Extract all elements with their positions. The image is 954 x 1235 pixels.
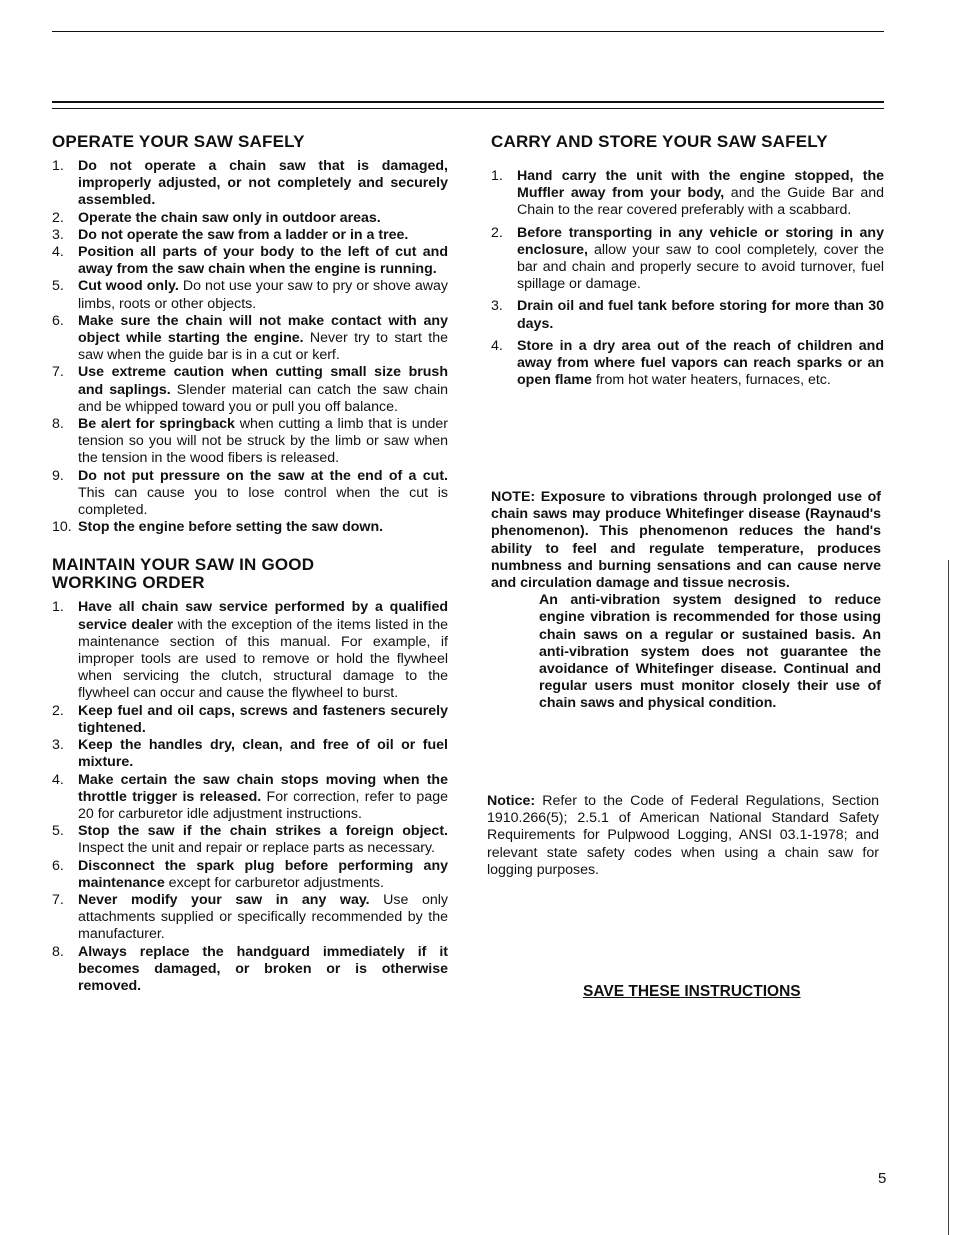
- list-item: 3. Drain oil and fuel tank before storing for more than 30 days.: [491, 298, 884, 332]
- header-rule-thin: [52, 108, 884, 109]
- list-item: 4. Make certain the saw chain stops moving when the throttle trigger is released. For correction, refer to page 20 for carburetor idle adjustment instructions.: [52, 771, 448, 822]
- header-rule-thick: [52, 101, 884, 103]
- vibration-note: [491, 489, 881, 713]
- list-item: 2. Keep fuel and oil caps, screws and fasteners securely tightened.: [52, 702, 448, 736]
- list-item: 1. Have all chain saw service performed by a qualified service dealer with the exception of the items listed in the maintenance section of this manual. For example, if improper tools are used to remove or hold the flywheel when servicing the clutch, structural damage to the flywheel can occur and cause the flywheel to burst.: [52, 599, 448, 702]
- list-item: 7. Use extreme caution when cutting small size brush and saplings. Slender material can catch the saw chain and be whipped toward you or pull you off balance.: [52, 364, 448, 415]
- left-column: [52, 133, 448, 995]
- regulations-notice: [487, 793, 879, 879]
- list-item: 1. Do not operate a chain saw that is damaged, improperly adjusted, or not completely and securely assembled.: [52, 158, 448, 209]
- save-instructions: SAVE THESE INSTRUCTIONS: [583, 983, 801, 1000]
- list-item: 5. Stop the saw if the chain strikes a foreign object. Inspect the unit and repair or replace parts as necessary.: [52, 823, 448, 857]
- list-item: 3. Keep the handles dry, clean, and free of oil or fuel mixture.: [52, 737, 448, 771]
- list-item: 5. Cut wood only. Do not use your saw to pry or shove away limbs, roots or other objects.: [52, 278, 448, 312]
- section-heading-maintain: MAINTAIN YOUR SAW IN GOOD WORKING ORDER: [52, 555, 315, 593]
- list-item: 8. Be alert for springback when cutting a limb that is under tension so you will not be struck by the limb or saw when the tension in the wood fibers is released.: [52, 416, 448, 467]
- note-label: NOTE:: [491, 489, 536, 505]
- note-paragraph-2: An anti-vibration system designed to reduce engine vibration is recommended for those using chain saws on a regular or sustained basis. An anti-vibration system does not guarantee the avoidance of Whitefinger disease. Continual and regular users must monitor closely their use of chain saws and physical condition.: [539, 592, 881, 712]
- page-number: 5: [878, 1170, 887, 1187]
- list-item: 10. Stop the engine before setting the saw down.: [52, 519, 384, 536]
- list-item: 9. Do not put pressure on the saw at the end of a cut. This can cause you to lose control when the cut is completed.: [52, 467, 448, 519]
- carry-list: [491, 168, 884, 389]
- list-item: 7. Never modify your saw in any way. Use only attachments supplied or specifically recommended by the manufacturer.: [52, 891, 448, 943]
- notice-text: Refer to the Code of Federal Regulations, Section 1910.266(5); 2.5.1 of American National Standard Safety Requirements for Pulpwood Logging, ANSI 03.1-1978; and relevant state safety codes when using a chain saw for logging purposes.: [487, 793, 879, 878]
- operate-list: [52, 158, 448, 536]
- right-edge-line: [948, 560, 949, 1235]
- list-item: 4. Position all parts of your body to the left of cut and away from the saw chain when the engine is running.: [52, 244, 448, 278]
- notice-label: Notice:: [487, 793, 536, 809]
- list-item: 6. Disconnect the spark plug before performing any maintenance except for carburetor adjustments.: [52, 857, 448, 891]
- list-item: 6. Make sure the chain will not make contact with any object while starting the engine. Never try to start the saw when the guide bar is in a cut or kerf.: [52, 312, 448, 364]
- section-heading-operate: OPERATE YOUR SAW SAFELY: [52, 132, 305, 151]
- top-rule: [52, 31, 884, 32]
- list-item: 3. Do not operate the saw from a ladder or in a tree.: [52, 226, 409, 243]
- list-item: 2. Operate the chain saw only in outdoor areas.: [52, 209, 381, 226]
- list-item: 1. Hand carry the unit with the engine stopped, the Muffler away from your body, and the Guide Bar and Chain to the rear covered preferably with a scabbard.: [491, 168, 884, 219]
- list-item: 2. Before transporting in any vehicle or storing in any enclosure, allow your saw to cool completely, cover the bar and chain and properly secure to avoid turnover, fuel spillage or damage.: [491, 224, 884, 293]
- right-column: [491, 133, 884, 389]
- note-paragraph-1: Exposure to vibrations through prolonged use of chain saws may produce Whitefinger disease (Raynaud's phenomenon). This phenomenon reduces the hand's ability to feel and regulate temperature, produces numbness and burning sensations and can cause nerve and circulation damage and tissue necrosis.: [491, 489, 881, 592]
- list-item: 4. Store in a dry area out of the reach of children and away from where fuel vapors can reach sparks or an open flame from hot water heaters, furnaces, etc.: [491, 337, 884, 389]
- section-heading-carry: CARRY AND STORE YOUR SAW SAFELY: [491, 132, 828, 151]
- maintain-list: [52, 599, 448, 995]
- list-item: 8. Always replace the handguard immediately if it becomes damaged, or broken or is otherwise removed.: [52, 943, 448, 994]
